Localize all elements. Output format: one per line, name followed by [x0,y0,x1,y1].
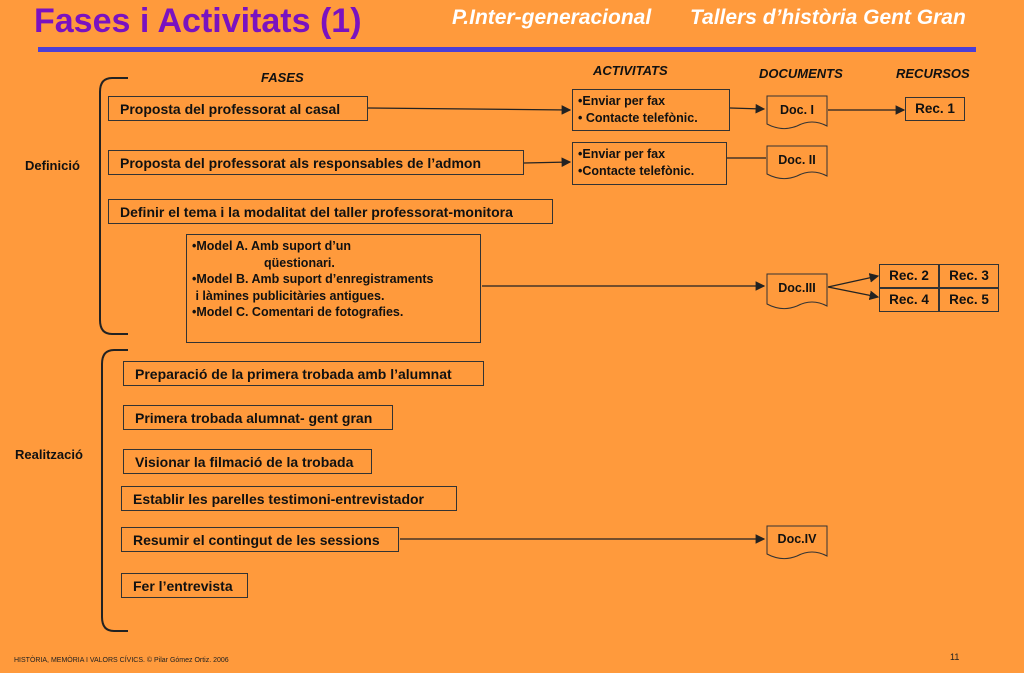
phase-box-2: Proposta del professorat als responsables de l’admon [108,150,524,175]
subtitle-right: Tallers d’història Gent Gran [690,6,966,29]
activity-item: •Model C. Comentari de fotografies. [192,305,404,319]
document-label-4: Doc.IV [777,532,817,546]
activity-item: •Enviar per fax [578,94,666,108]
activity-box-3 [186,234,481,343]
document-label-2: Doc. II [778,153,816,167]
activity-item: qüestionari. [264,255,335,270]
footer-credit: HISTÒRIA, MEMÒRIA I VALORS CÍVICS. © Pilar Gómez Ortiz. 2006 [14,657,229,664]
arrow-d3-r2 [828,276,878,287]
resource-box-1: Rec. 1 [905,97,965,121]
phase-box-4: Preparació de la primera trobada amb l’alumnat [123,361,484,386]
arrow-p2-a2 [524,162,570,163]
subtitle-left: P.Inter-generacional [452,6,652,29]
line-a1-d1 [730,108,764,109]
resource-box-4: Rec. 4 [879,288,939,312]
group-label-definicio: Definició [25,158,80,173]
page-number: 11 [950,652,960,662]
activity-item: i làmines publicitàries antigues. [192,288,385,303]
document-label-3: Doc.III [778,281,816,295]
activity-box-1 [572,89,730,131]
activity-item: • Contacte telefònic. [578,111,698,125]
phase-box-6: Visionar la filmació de la trobada [123,449,372,474]
resource-box-3: Rec. 3 [939,264,999,288]
activity-item: •Contacte telefònic. [578,164,695,178]
activity-box-2 [572,142,727,185]
resource-box-5: Rec. 5 [939,288,999,312]
phase-box-3: Definir el tema i la modalitat del taller professorat-monitora [108,199,553,224]
page-title: Fases i Activitats (1) [34,2,362,40]
group-label-realitzacio: Realització [15,447,83,462]
arrow-d3-r4 [828,287,878,297]
phase-box-5: Primera trobada alumnat- gent gran [123,405,393,430]
resource-box-2: Rec. 2 [879,264,939,288]
activity-item: •Model A. Amb suport d’un [192,239,351,253]
activity-item: •Enviar per fax [578,147,666,161]
title-rule [38,47,976,52]
column-header-fases: FASES [261,70,304,85]
activity-item: •Model B. Amb suport d’enregistraments [192,272,434,286]
phase-box-1: Proposta del professorat al casal [108,96,368,121]
document-label-1: Doc. I [779,103,815,117]
column-header-documents: DOCUMENTS [759,66,843,81]
phase-box-8: Resumir el contingut de les sessions [121,527,399,552]
phase-box-9: Fer l’entrevista [121,573,248,598]
phase-box-7: Establir les parelles testimoni-entrevistador [121,486,457,511]
column-header-recursos: RECURSOS [896,66,970,81]
column-header-activitats: ACTIVITATS [593,63,668,78]
arrow-p1-a1 [368,108,570,110]
